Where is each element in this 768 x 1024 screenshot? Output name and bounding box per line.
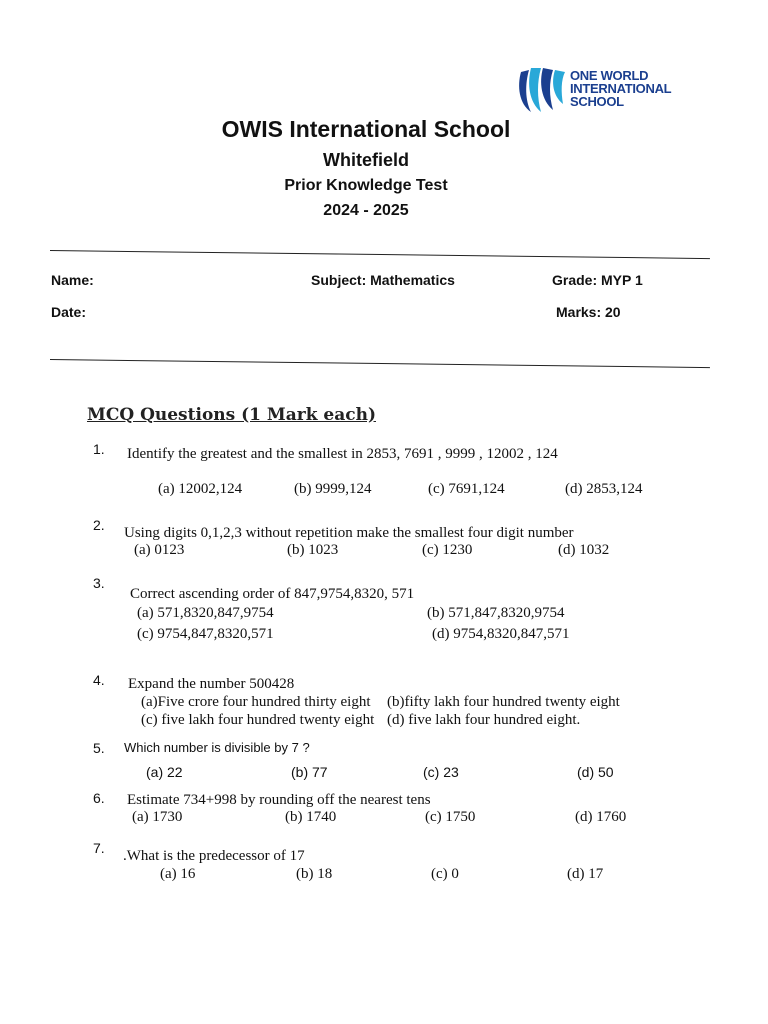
- section-title: MCQ Questions (1 Mark each): [87, 405, 376, 425]
- question-text: Which number is divisible by 7 ?: [124, 740, 310, 755]
- option-b: (b) 1023: [287, 542, 339, 558]
- question-text: Estimate 734+998 by rounding off the nearest tens: [127, 792, 431, 808]
- academic-year: 2024 - 2025: [323, 202, 409, 219]
- option-b: (b) 571,847,8320,9754: [427, 605, 565, 621]
- option-c: (c) five lakh four hundred twenty eight: [141, 712, 375, 728]
- option-a: (a) 12002,124: [158, 481, 243, 497]
- question-text: Correct ascending order of 847,9754,8320, 571: [130, 586, 415, 602]
- question-number: 7.: [93, 840, 105, 856]
- logo-line-1: ONE WORLD: [570, 68, 649, 83]
- option-d: (d) 50: [577, 764, 614, 780]
- question-text: .What is the predecessor of 17: [123, 848, 305, 864]
- test-title: Prior Knowledge Test: [284, 177, 448, 194]
- option-d: (d) 17: [567, 866, 604, 882]
- option-a: (a) 16: [160, 866, 196, 882]
- question-text: Expand the number 500428: [128, 676, 295, 692]
- option-b: (b)fifty lakh four hundred twenty eight: [387, 694, 620, 710]
- option-d: (d) 1032: [558, 542, 610, 558]
- question-text: Using digits 0,1,2,3 without repetition make the smallest four digit number: [124, 525, 574, 541]
- bottom-divider: [50, 359, 710, 368]
- grade-label: Grade: MYP 1: [552, 272, 643, 288]
- question-number: 4.: [93, 672, 105, 688]
- option-a: (a) 0123: [134, 542, 185, 558]
- date-label: Date:: [51, 304, 87, 320]
- marks-label: Marks: 20: [556, 304, 621, 320]
- option-c: (c) 0: [431, 866, 459, 882]
- option-b: (b) 1740: [285, 809, 337, 825]
- option-c: (c) 1230: [422, 542, 473, 558]
- logo-line-2: INTERNATIONAL: [570, 81, 672, 96]
- logo-line-3: SCHOOL: [570, 94, 624, 109]
- option-c: (c) 7691,124: [428, 481, 505, 497]
- option-b: (b) 9999,124: [294, 481, 372, 497]
- question-number: 3.: [93, 575, 105, 591]
- name-label: Name:: [51, 272, 94, 288]
- option-c: (c) 1750: [425, 809, 476, 825]
- option-a: (a) 22: [146, 764, 183, 780]
- option-d: (d) 9754,8320,847,571: [432, 626, 570, 642]
- campus-name: Whitefield: [323, 150, 409, 170]
- question-text: Identify the greatest and the smallest in 2853, 7691 , 9999 , 12002 , 124: [127, 446, 558, 462]
- option-b: (b) 77: [291, 764, 328, 780]
- top-divider: [50, 250, 710, 259]
- owis-swirl-logo-icon: [515, 64, 569, 116]
- option-c: (c) 23: [423, 764, 459, 780]
- option-d: (d) five lakh four hundred eight.: [387, 712, 581, 728]
- option-b: (b) 18: [296, 866, 333, 882]
- question-number: 2.: [93, 517, 105, 533]
- option-c: (c) 9754,847,8320,571: [137, 626, 274, 642]
- subject-label: Subject: Mathematics: [311, 272, 455, 288]
- school-name: OWIS International School: [221, 116, 511, 142]
- school-logo: [515, 64, 680, 116]
- option-a: (a) 571,8320,847,9754: [137, 605, 274, 621]
- option-d: (d) 2853,124: [565, 481, 643, 497]
- option-d: (d) 1760: [575, 809, 627, 825]
- option-a: (a)Five crore four hundred thirty eight: [141, 694, 371, 710]
- option-a: (a) 1730: [132, 809, 183, 825]
- question-number: 5.: [93, 740, 105, 756]
- question-number: 6.: [93, 790, 105, 806]
- question-number: 1.: [93, 441, 105, 457]
